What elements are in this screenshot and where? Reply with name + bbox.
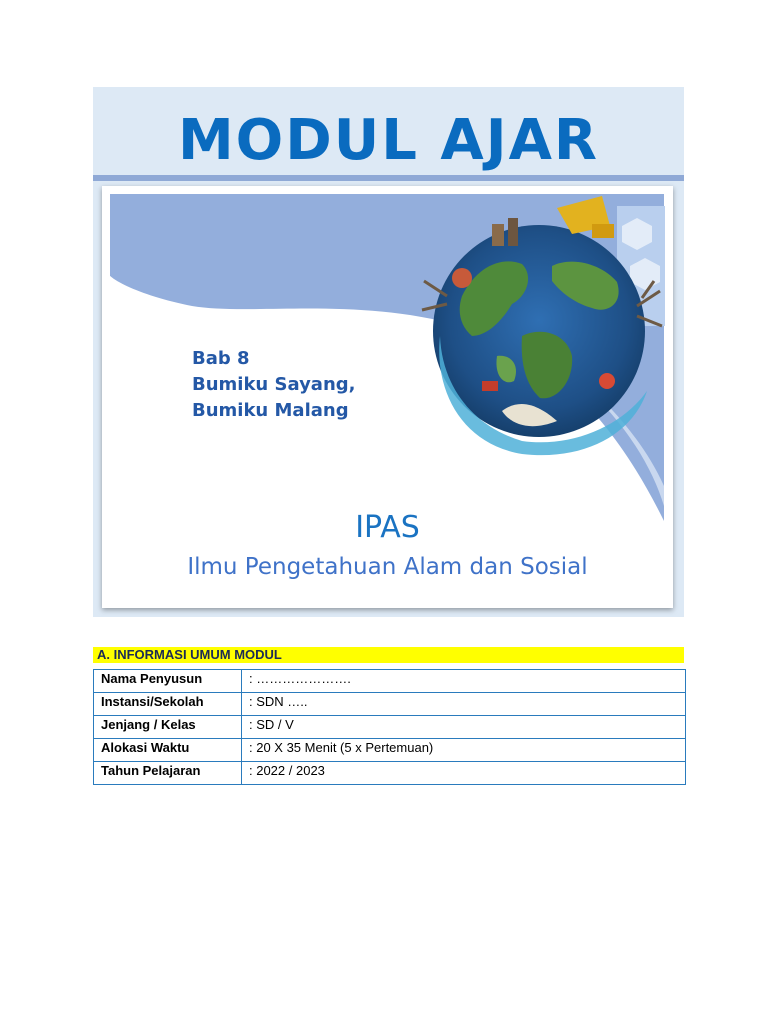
row-label: Instansi/Sekolah <box>94 693 242 716</box>
table-row <box>94 670 686 693</box>
table-row <box>94 739 686 762</box>
chapter-line: Bumiku Sayang, <box>192 374 356 395</box>
chapter-line: Bumiku Malang <box>192 400 349 421</box>
row-label: Tahun Pelajaran <box>94 762 242 785</box>
info-table <box>93 669 686 785</box>
table-row <box>94 762 686 785</box>
subject-title: IPAS <box>355 510 420 545</box>
row-label: Jenjang / Kelas <box>94 716 242 739</box>
row-value: : …………………. <box>242 670 686 693</box>
table-row <box>94 716 686 739</box>
row-value: : 2022 / 2023 <box>242 762 686 785</box>
subject-subtitle: Ilmu Pengetahuan Alam dan Sosial <box>187 554 588 580</box>
row-label: Alokasi Waktu <box>94 739 242 762</box>
section-heading: A. INFORMASI UMUM MODUL <box>93 647 684 663</box>
title-band <box>93 87 684 175</box>
row-label: Nama Penyusun <box>94 670 242 693</box>
page-title: MODUL AJAR <box>177 108 600 173</box>
row-value: : SD / V <box>242 716 686 739</box>
row-value: : SDN ….. <box>242 693 686 716</box>
cover-image <box>102 186 673 608</box>
row-value: : 20 X 35 Menit (5 x Pertemuan) <box>242 739 686 762</box>
chapter-label <box>192 346 356 424</box>
table-row <box>94 693 686 716</box>
chapter-line: Bab 8 <box>192 348 250 369</box>
